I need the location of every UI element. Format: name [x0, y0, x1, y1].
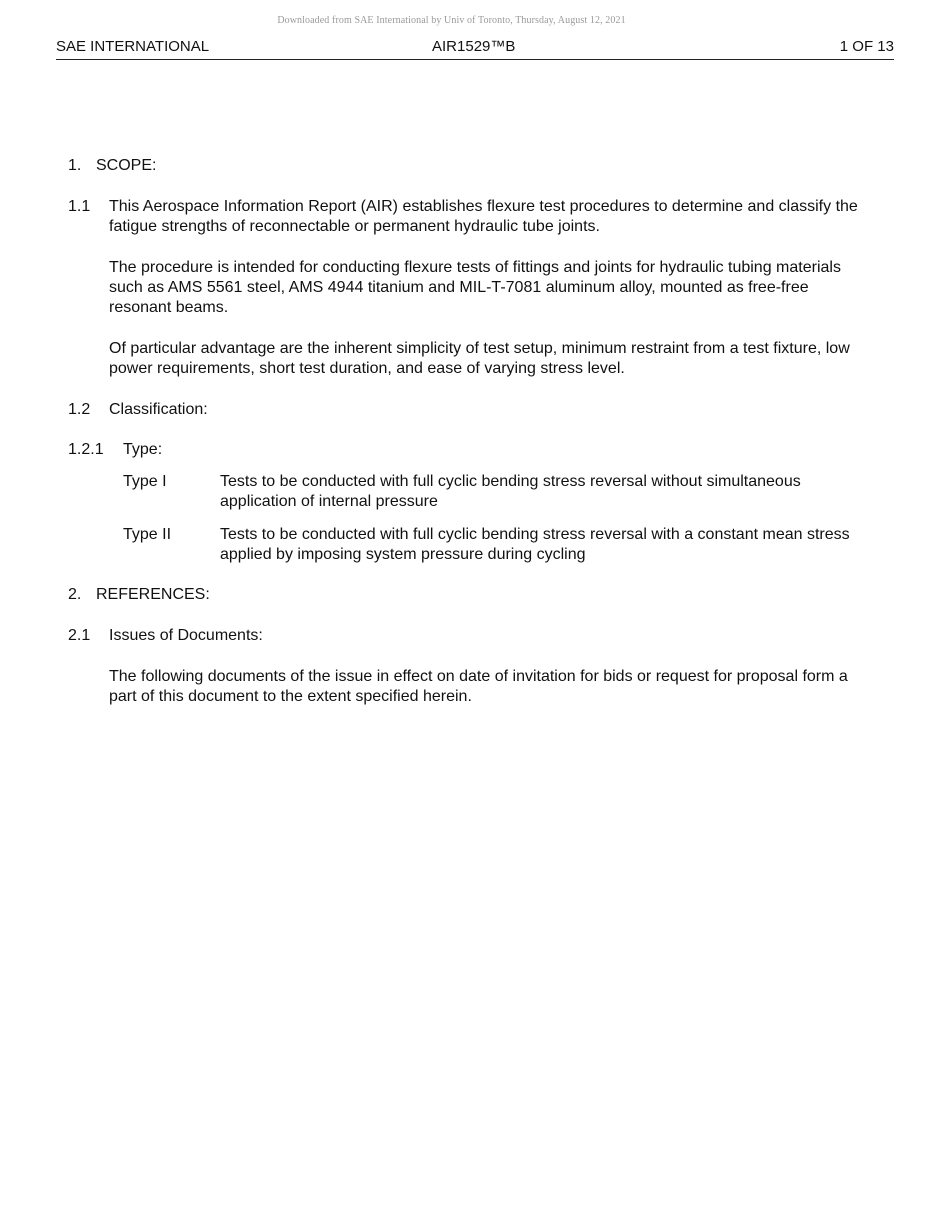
document-body	[68, 156, 868, 707]
section-1-heading	[68, 156, 868, 176]
type-label: Type II	[123, 526, 172, 543]
section-2-1-heading	[68, 626, 868, 646]
header-page-number: 1 OF 13	[839, 38, 894, 55]
type-description: Tests to be conducted with full cyclic bending stress reversal without simultaneous application of internal pressure	[220, 473, 801, 510]
section-number: 2.1	[68, 627, 91, 644]
section-number: 1.	[68, 157, 82, 174]
section-title: SCOPE:	[96, 157, 157, 174]
section-number: 1.2.1	[68, 441, 104, 458]
type-definition-row	[68, 525, 868, 565]
section-number: 2.	[68, 586, 82, 603]
download-watermark: Downloaded from SAE International by Univ of Toronto, Thursday, August 12, 2021	[277, 15, 626, 26]
section-1-2-1-heading	[68, 440, 868, 460]
section-1-1	[68, 197, 868, 237]
section-title: Issues of Documents:	[109, 627, 263, 644]
section-title: Classification:	[109, 401, 208, 418]
paragraph-procedure: The procedure is intended for conducting flexure tests of fittings and joints for hydraulic tubing materials such as AMS 5561 steel, AMS 4944 titanium and MIL-T-7081 aluminum alloy, mounted as free-free resonant beams.	[109, 259, 841, 316]
paragraph-issues-of-documents: The following documents of the issue in effect on date of invitation for bids or request for proposal form a part of this document to the extent specified herein.	[109, 668, 848, 705]
section-2-heading	[68, 585, 868, 605]
type-definition-row	[68, 472, 868, 512]
page-header	[56, 38, 894, 60]
section-number: 1.1	[68, 198, 91, 215]
header-publisher: SAE INTERNATIONAL	[56, 38, 210, 55]
header-document-id: AIR1529™B	[432, 38, 516, 55]
type-description: Tests to be conducted with full cyclic bending stress reversal with a constant mean stress applied by imposing system pressure during cycling	[220, 526, 850, 563]
paragraph-advantage: Of particular advantage are the inherent simplicity of test setup, minimum restraint from a test fixture, low power requirements, short test duration, and ease of varying stress level.	[109, 340, 850, 377]
section-title: Type:	[123, 441, 163, 458]
section-text: This Aerospace Information Report (AIR) establishes flexure test procedures to determine and classify the fatigue strengths of reconnectable or permanent hydraulic tube joints.	[109, 198, 858, 235]
type-label: Type I	[123, 473, 167, 490]
section-1-2-heading	[68, 400, 868, 420]
section-title: REFERENCES:	[96, 586, 210, 603]
section-number: 1.2	[68, 401, 91, 418]
